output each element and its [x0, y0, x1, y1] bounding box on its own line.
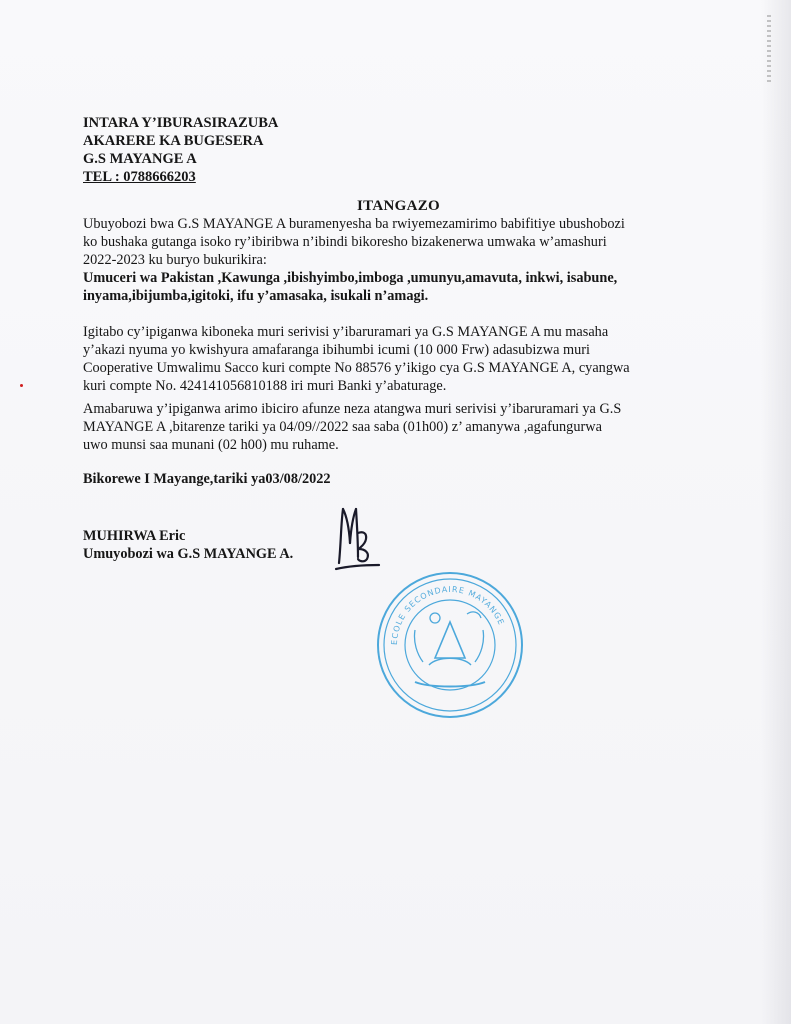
letterhead-phone: TEL : 0788666203 — [83, 169, 196, 185]
place-date-line: Bikorewe I Mayange,tariki ya03/08/2022 — [83, 471, 331, 487]
paragraph-line: Cooperative Umwalimu Sacco kuri compte No 88576 y’ikigo cya G.S MAYANGE A, cyangwa — [83, 360, 630, 376]
intro-line: Ubuyobozi bwa G.S MAYANGE A buramenyesha ba rwiyemezamirimo babifitiye ubushobozi — [83, 216, 625, 232]
document-title: ITANGAZO — [357, 198, 440, 214]
letterhead — [83, 114, 278, 186]
paragraph-line: MAYANGE A ,bitarenze tariki ya 04/09//2022 saa saba (01h00) z’ amanywa ,agafungurwa — [83, 419, 602, 435]
scan-edge-marks — [767, 15, 771, 85]
red-ink-dot — [20, 384, 23, 387]
letterhead-province: INTARA Y’IBURASIRAZUBA — [83, 115, 279, 131]
submission-paragraph — [83, 400, 673, 454]
items-list-line: inyama,ibijumba,igitoki, ifu y’amasaka, isukali n’amagi. — [83, 288, 429, 304]
scan-edge-shadow — [761, 0, 791, 1024]
paragraph-line: Amabaruwa y’ipiganwa arimo ibiciro afunze neza atangwa muri serivisi y’ibaruramari ya G.S — [83, 401, 622, 417]
signer-role: Umuyobozi wa G.S MAYANGE A. — [83, 546, 294, 562]
intro-line: ko bushaka gutanga isoko ry’ibiribwa n’ibindi bikoresho bizakenerwa umwaka w’amashuri — [83, 234, 607, 250]
paragraph-line: y’akazi nyuma yo kwishyura amafaranga ibihumbi icumi (10 000 Frw) adasubizwa muri — [83, 342, 591, 358]
paragraph-line: uwo munsi saa munani (02 h00) mu ruhame. — [83, 437, 339, 453]
place-and-date — [83, 470, 673, 488]
handwritten-signature — [333, 503, 383, 571]
letterhead-school: G.S MAYANGE A — [83, 151, 197, 167]
stamp-ring-text: ECOLE SECONDAIRE MAYANGE — [389, 584, 506, 646]
tender-document-paragraph — [83, 323, 673, 395]
school-stamp — [375, 570, 525, 720]
signer-name: MUHIRWA Eric — [83, 528, 186, 544]
paragraph-line: kuri compte No. 424141056810188 iri muri Banki y’abaturage. — [83, 378, 447, 394]
letterhead-district: AKARERE KA BUGESERA — [83, 133, 264, 149]
intro-line: 2022-2023 ku buryo bukurikira: — [83, 252, 267, 268]
intro-paragraph — [83, 215, 673, 305]
document-title-wrap — [0, 198, 791, 215]
items-list-line: Umuceri wa Pakistan ,Kawunga ,ibishyimbo,imboga ,umunyu,amavuta, inkwi, isabune, — [83, 270, 618, 286]
paragraph-line: Igitabo cy’ipiganwa kiboneka muri serivisi y’ibaruramari ya G.S MAYANGE A mu masaha — [83, 324, 609, 340]
